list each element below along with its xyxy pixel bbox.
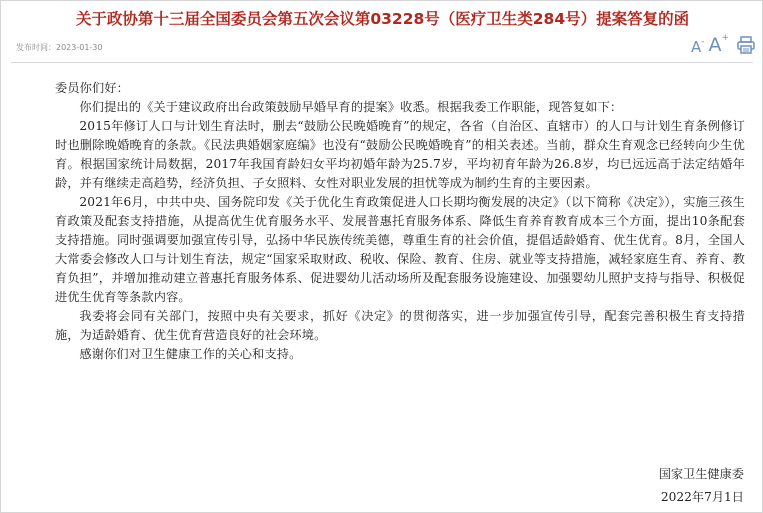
signature-org: 国家卫生健康委 [658,467,744,481]
signature-date: 2022年7月1日 [660,490,744,504]
paragraph-commitment: 我委将会同有关部门，按照中央有关要求，抓好《决定》的贯彻落实，进一步加强宣传引导，配套完善积极生育支持措施，为适龄婚育、优生优育营造良好的社会环境。 [55,309,745,342]
letter-body [55,79,745,364]
paragraph-policy: 2021年6月，中共中央、国务院印发《关于优化生育政策促进人口长期均衡发展的决定》（以下简称《决定》），实施三孩生育政策及配套支持措施，从提高优生优育服务水平、发展普惠托育服务体系、降低生育养育教育成本三个方面，提出10条配套支持措施。同时强调要加强宣传引导，弘扬中华民族传统美德，尊重生育的社会价值，提倡适龄婚育、优生优育。8月，全国人大常委会修改人口与计划生育法，规定“国家采取财政、税收、保险、教育、住房、就业等支持措施，减轻家庭生育、养育、教育负担”，并增加推动建立普惠托育服务体系、促进婴幼儿活动场所及配套服务设施建设、加强婴幼儿照护支持与指导、积极促进优生优育等条款内容。 [55,195,745,304]
toolbar [691,35,756,55]
signature-block [659,463,744,509]
minus-icon: - [701,37,705,47]
paragraph-thanks: 感谢你们对卫生健康工作的关心和支持。 [79,347,302,361]
font-decrease-label: A [690,38,702,56]
font-increase-label: A [708,34,722,56]
meta-row [16,33,756,59]
font-decrease-button[interactable] [690,37,705,56]
salutation: 委员你们好： [55,81,130,95]
page-title: 关于政协第十三届全国委员会第五次会议第03228号（医疗卫生类284号）提案答复的函 [75,10,690,28]
font-increase-button[interactable] [708,33,729,56]
paragraph-background: 2015年修订人口与计划生育法时，删去“鼓励公民晚婚晚育”的规定，各省（自治区、直辖市）的人口与计划生育条例修订时也删除晚婚晚育的条款。《民法典婚姻家庭编》也没有“鼓励公民晚婚晚育”的相关表述。当前，群众生育观念已经转向少生优育。根据国家统计局数据，2017年我国育龄妇女平均初婚年龄为25.7岁，平均初育年龄为26.8岁，均已远远高于法定结婚年龄，并有继续走高趋势，经济负担、子女照料、女性对职业发展的担忧等成为制约生育的主要因素。 [55,119,745,190]
header-divider [11,62,753,63]
print-icon[interactable] [736,35,756,55]
plus-icon: + [721,33,729,43]
paragraph-acknowledgement: 你们提出的《关于建议政府出台政策鼓励早婚早育的提案》收悉。根据我委工作职能，现答复如下： [79,100,623,114]
publish-date: 发布时间：2023-01-30 [16,43,103,52]
